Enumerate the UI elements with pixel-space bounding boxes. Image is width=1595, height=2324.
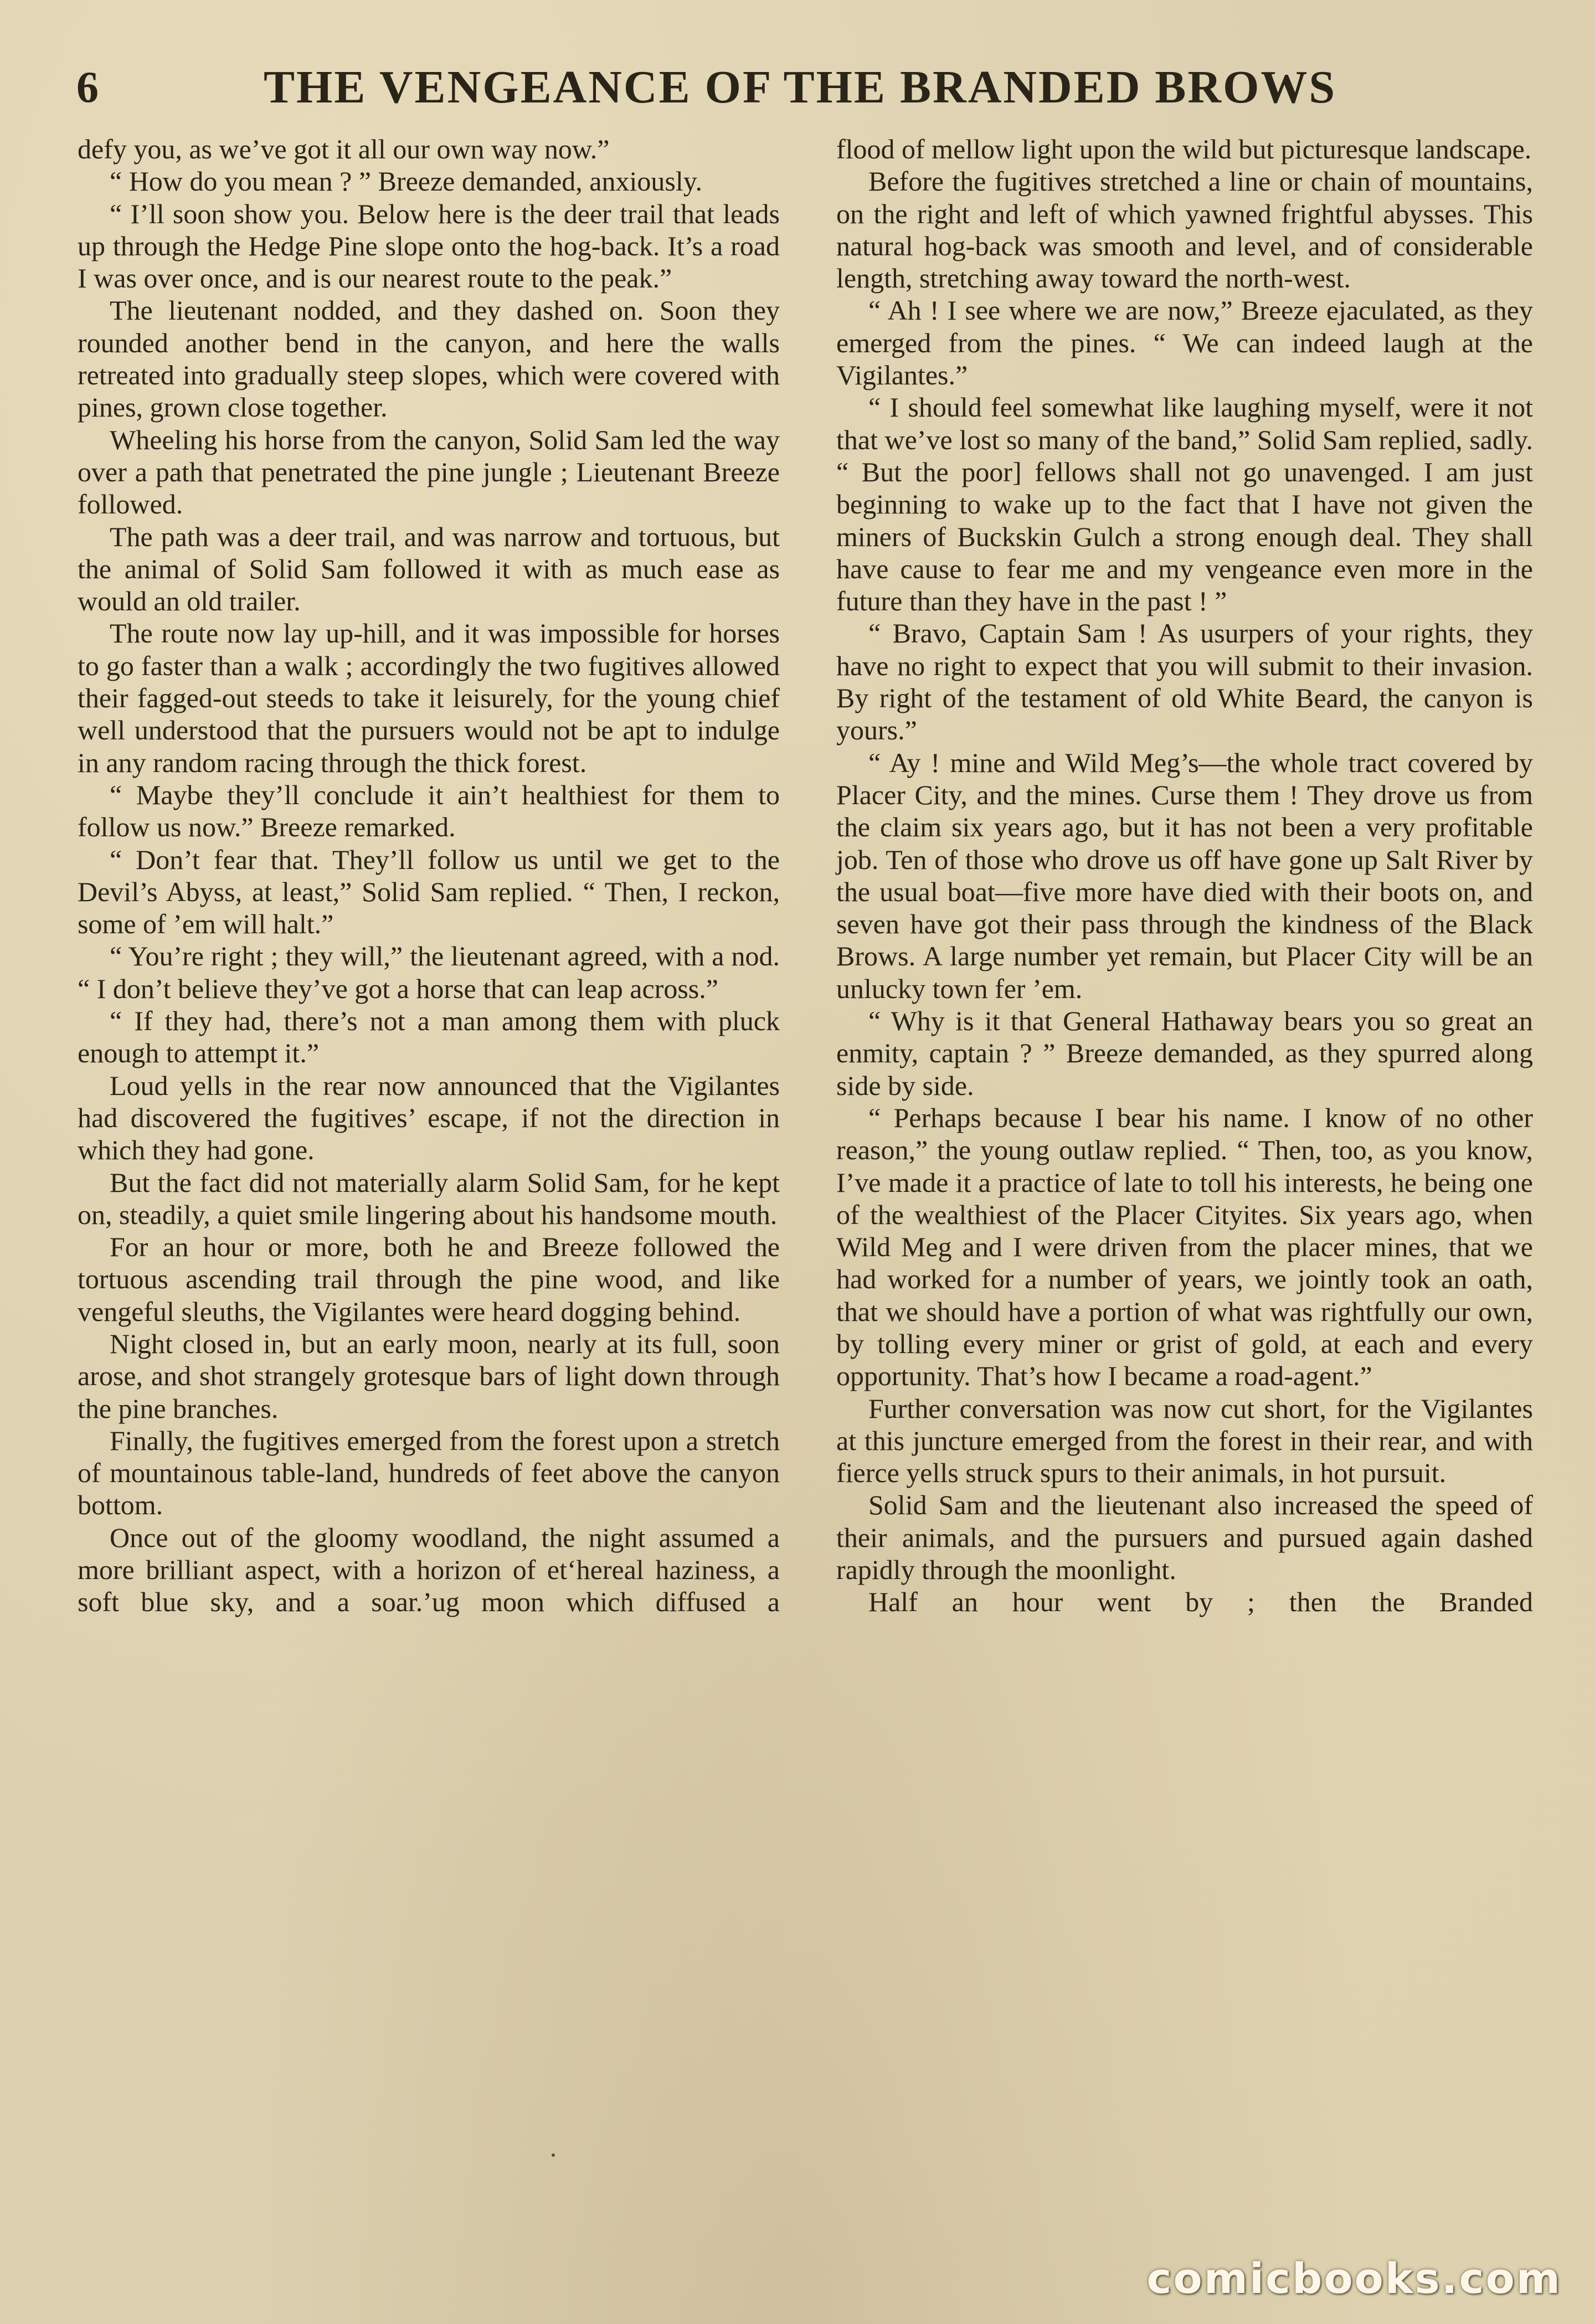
paragraph: “ Why is it that General Hathaway bears you so great an enmity, captain ? ” Breeze demanded, as they spurred along side by side. [836,1005,1533,1101]
paragraph: But the fact did not materially alarm Solid Sam, for he kept on, steadily, a quiet smile lingering about his handsome mouth. [78,1166,780,1230]
paragraph: The lieutenant nodded, and they dashed on. Soon they rounded another bend in the canyon, and here the walls retreated into gradually steep slopes, which were covered with pines, grown close together. [78,295,780,423]
running-title: THE VENGEANCE OF THE BRANDED BROWS [264,61,1337,113]
paragraph: Further conversation was now cut short, for the Vigilantes at this juncture emerged from the forest in their rear, and with fierce yells struck spurs to their animals, in hot pursuit. [836,1392,1533,1489]
paragraph: “ You’re right ; they will,” the lieutenant agreed, with a nod. “ I don’t believe they’ve got a horse that can leap across.” [78,940,780,1004]
paragraph: “ I’ll soon show you. Below here is the deer trail that leads up through the Hedge Pine slope onto the hog-back. It’s a road I was over once, and is our nearest route to the peak.” [78,198,780,294]
paragraph: Once out of the gloomy woodland, the night assumed a more brilliant aspect, with a horizon of et‘hereal haziness, a soft blue sky, and a soar.’ug moon which diffused a [78,1521,780,1618]
paragraph: defy you, as we’ve got it all our own way now.” [78,133,610,164]
left-text-column [78,133,780,1618]
paragraph: For an hour or more, both he and Breeze followed the tortuous ascending trail through the pine wood, and like vengeful sleuths, the Vigilantes were heard dogging behind. [78,1231,780,1327]
paragraph: Half an hour went by ; then the Branded [868,1586,1533,1618]
paragraph: “ If they had, there’s not a man among them with pluck enough to attempt it.” [78,1005,780,1069]
paragraph: Finally, the fugitives emerged from the forest upon a stretch of mountainous table-land, hundreds of feet above the canyon bottom. [78,1425,780,1521]
print-speck [552,2153,555,2157]
paragraph: “ Maybe they’ll conclude it ain’t healthiest for them to follow us now.” Breeze remarked. [78,779,780,843]
paragraph: Solid Sam and the lieutenant also increased the speed of their animals, and the pursuers and pursued again dashed rapidly through the moonlight. [836,1489,1533,1586]
watermark: comicbooks.com [1146,2254,1562,2303]
right-text-column [836,133,1533,1618]
page-number: 6 [76,63,99,112]
paragraph: Night closed in, but an early moon, nearly at its full, soon arose, and shot strangely grotesque bars of light down through the pine branches. [78,1328,780,1424]
paragraph: Before the fugitives stretched a line or chain of mountains, on the right and left of which yawned frightful abysses. This natural hog-back was smooth and level, and of considerable length, stretching away toward the north-west. [836,166,1533,294]
paragraph: “ I should feel somewhat like laughing myself, were it not that we’ve lost so many of the band,” Solid Sam replied, sadly. “ But the poor] fellows shall not go unavenged. I am just beginning to wake up to the fact that I have not given the miners of Buckskin Gulch a strong enough deal. They shall have cause to fear me and my vengeance even more in the future than they have in the past ! ” [836,392,1533,617]
paragraph: The route now lay up-hill, and it was impossible for horses to go faster than a walk ; accordingly the two fugitives allowed their fagged-out steeds to take it leisurely, for the young chief well understood that the pursuers would not be apt to indulge in any random racing through the thick forest. [78,618,780,778]
paragraph: Loud yells in the rear now announced that the Vigilantes had discovered the fugitives’ escape, if not the direction in which they had gone. [78,1070,780,1166]
paragraph: “ Ay ! mine and Wild Meg’s—the whole tract covered by Placer City, and the mines. Curse them ! They drove us from the claim six years ago, but it has not been a very profitable job. Ten of those who drove us off have gone up Salt River by the usual boat—five more have died with their boots on, and seven have got their pass through the kindness of the Black Brows. A large number yet remain, but Placer City will be an unlucky town fer ’em. [836,747,1533,1004]
paragraph: “ Don’t fear that. They’ll follow us until we get to the Devil’s Abyss, at least,” Solid Sam replied. “ Then, I reckon, some of ’em will halt.” [78,844,780,940]
paragraph: Wheeling his horse from the canyon, Solid Sam led the way over a path that penetrated the pine jungle ; Lieutenant Breeze followed. [78,424,780,520]
paragraph: The path was a deer trail, and was narrow and tortuous, but the animal of Solid Sam followed it with as much ease as would an old trailer. [78,521,780,617]
paragraph: flood of mellow light upon the wild but picturesque landscape. [836,133,1532,164]
paragraph: “ Ah ! I see where we are now,” Breeze ejaculated, as they emerged from the pines. “ We can indeed laugh at the Vigilantes.” [836,295,1533,391]
paragraph: “ Perhaps because I bear his name. I know of no other reason,” the young outlaw replied. “ Then, too, as you know, I’ve made it a practice of late to toll his interests, he being one of the wealthiest of the Placer Cityites. Six years ago, when Wild Meg and I were driven from the placer mines, that we had worked for a number of years, we jointly took an oath, that we should have a portion of what was rightfully our own, by tolling every miner or grist of gold, at each and every opportunity. That’s how I became a road-agent.” [836,1102,1533,1392]
paragraph: “ Bravo, Captain Sam ! As usurpers of your rights, they have no right to expect that you will submit to their invasion. By right of the testament of old White Beard, the canyon is yours.” [836,618,1533,746]
paragraph: “ How do you mean ? ” Breeze demanded, anxiously. [110,166,702,197]
